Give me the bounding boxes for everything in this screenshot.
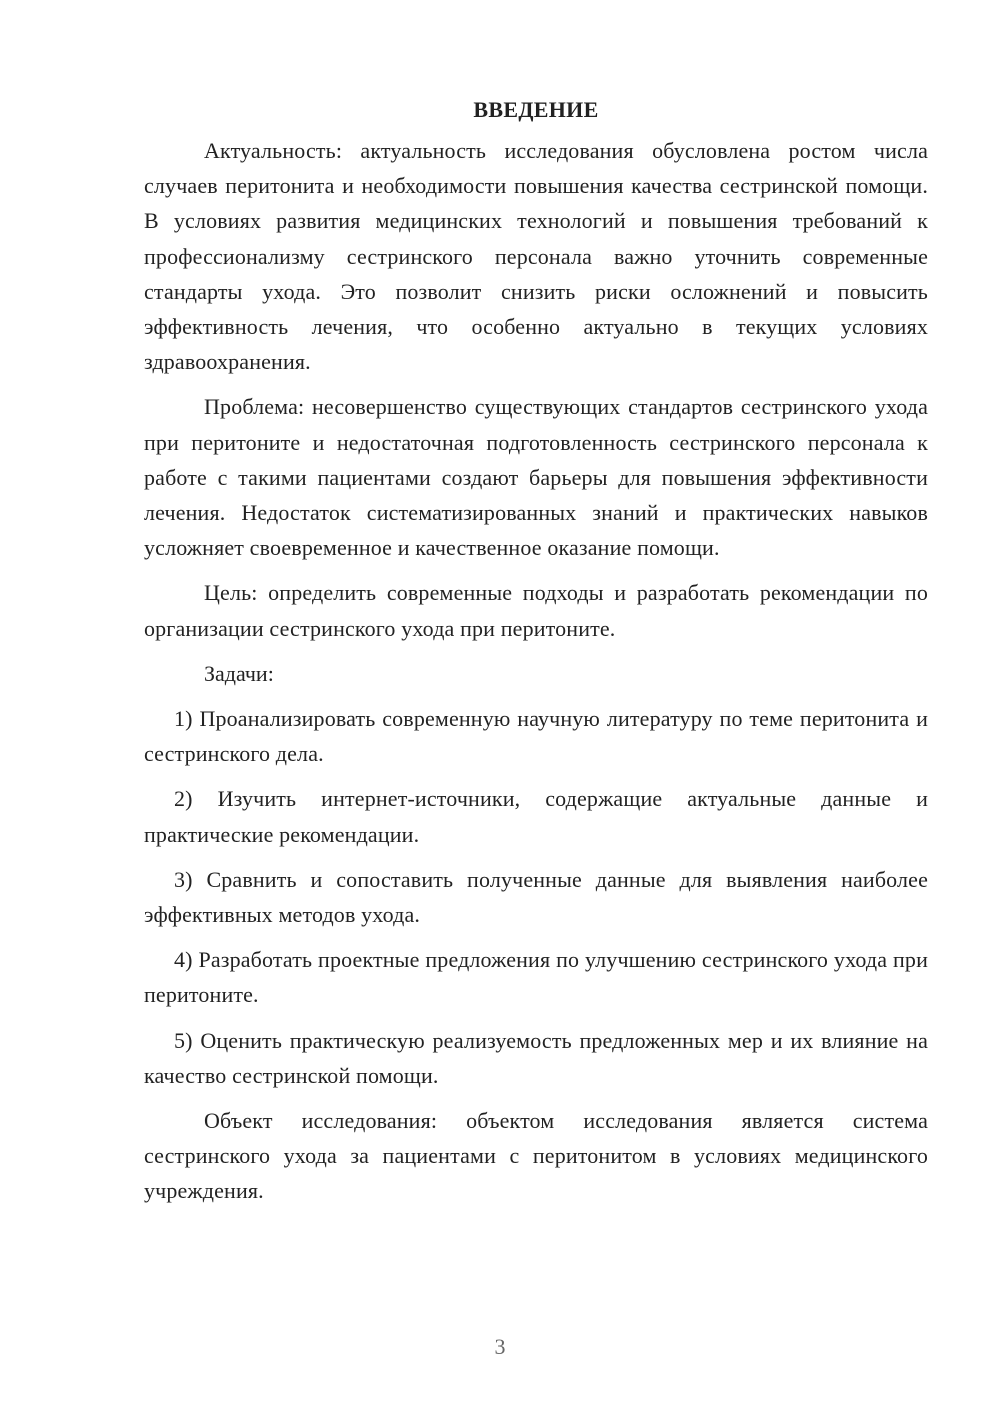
paragraph-relevance: Актуальность: актуальность исследования обусловлена ростом числа случаев перитонита и необходимости повышения качества сестринской помощи. В условиях развития медицинских технологий и повышения требований к профессионализму сестринского персонала важно уточнить современные стандарты ухода. Это позволит снизить риски осложнений и повысить эффективность лечения, что особенно актуально в текущих условиях здравоохранения. — [144, 138, 928, 375]
task-item: 4) Разработать проектные предложения по улучшению сестринского ухода при перитоните. — [144, 947, 928, 1008]
document-title: ВВЕДЕНИЕ — [473, 97, 599, 122]
task-item: 2) Изучить интернет-источники, содержащие актуальные данные и практические рекомендации. — [144, 786, 928, 847]
task-item: 3) Сравнить и сопоставить полученные данные для выявления наиболее эффективных методов ухода. — [144, 866, 928, 928]
page-number: 3 — [494, 1334, 506, 1359]
paragraph-object: Объект исследования: объектом исследования является система сестринского ухода за пациентами с перитонитом в условиях медицинского учреждения. — [144, 1108, 928, 1204]
tasks-label: Задачи: — [204, 660, 274, 686]
tasks-list — [144, 701, 928, 1093]
task-item: 5) Оценить практическую реализуемость предложенных мер и их влияние на качество сестринской помощи. — [144, 1027, 928, 1088]
document-page — [144, 92, 928, 1219]
task-item: 1) Проанализировать современную научную литературу по теме перитонита и сестринского дела. — [144, 706, 928, 767]
paragraph-goal: Цель: определить современные подходы и разработать рекомендации по организации сестринского ухода при перитоните. — [144, 580, 928, 641]
paragraph-problem: Проблема: несовершенство существующих стандартов сестринского ухода при перитоните и недостаточная подготовленность сестринского персонала к работе с такими пациентами создают барьеры для повышения эффективности лечения. Недостаток систематизированных знаний и практических навыков усложняет своевременное и качественное оказание помощи. — [144, 394, 928, 561]
